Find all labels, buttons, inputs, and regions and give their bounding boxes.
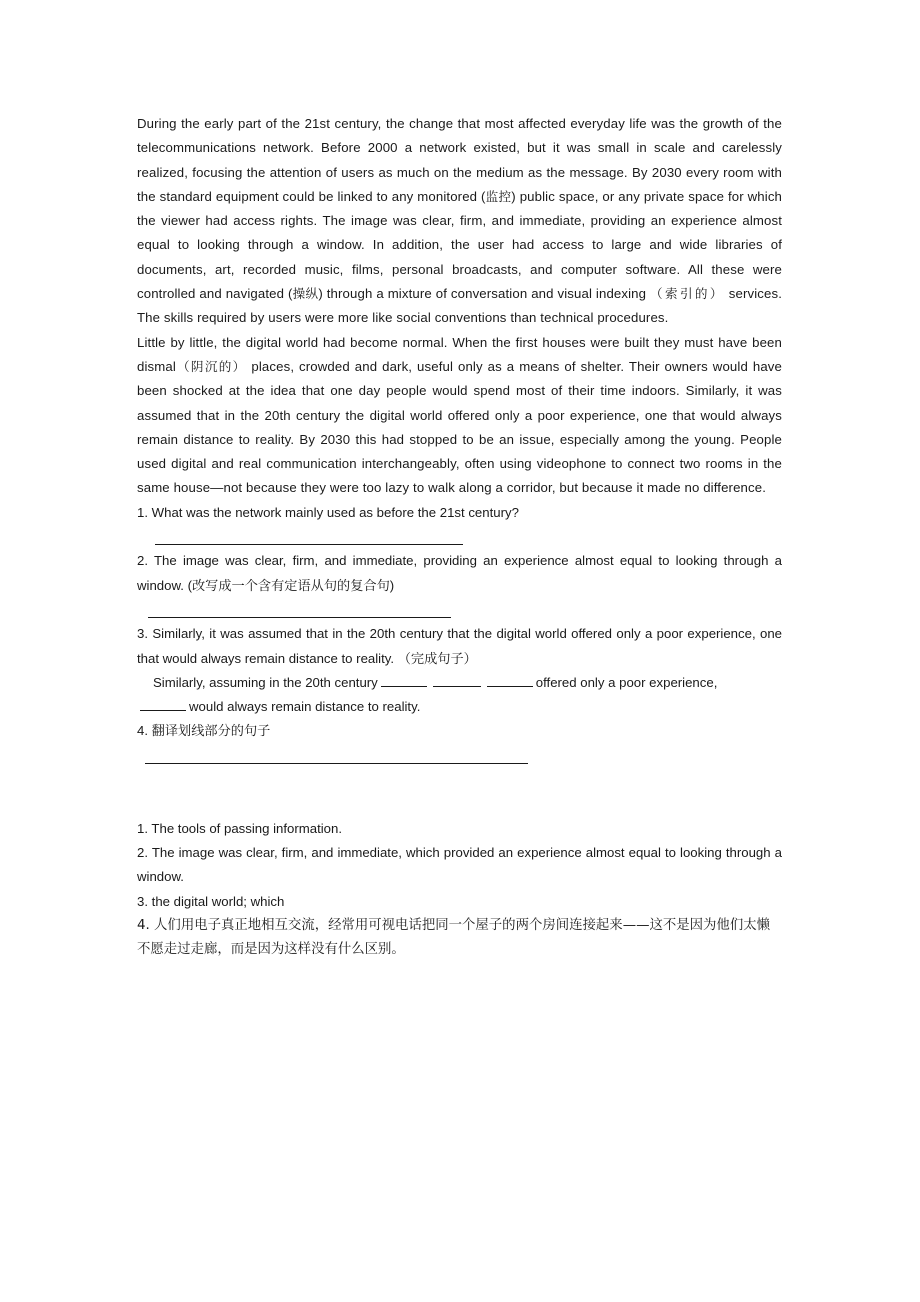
passage-p1-segment-c: ) through a mixture of conversation and visual indexing — [318, 286, 650, 302]
answers-gap-2 — [137, 792, 782, 816]
gloss-suoyinde: （索引的） — [650, 286, 725, 302]
gloss-jiankong: 监控 — [485, 188, 512, 204]
question-2-answer-rule[interactable] — [148, 617, 451, 618]
passage-paragraph-2 — [137, 331, 782, 501]
question-3-text-en: 3. Similarly, it was assumed that in the 20th century that the digital world offered only a poor experience, one that would always remain distance to reality. — [137, 626, 782, 666]
question-3-blank-4[interactable] — [140, 698, 186, 711]
answer-3: 3. the digital world; which — [137, 893, 285, 909]
question-1-answer-rule-row — [137, 525, 782, 549]
answer-2: 2. The image was clear, firm, and immediate, which provided an experience almost equal to looking through a window. — [137, 844, 782, 885]
gloss-caozong: 操纵 — [292, 286, 319, 302]
question-2-text-en: 2. The image was clear, firm, and immediate, providing an experience almost equal to looking through a window. ( — [137, 553, 782, 593]
question-2-instruction-cn: 改写成一个含有定语从句的复合句 — [191, 577, 390, 593]
passage-p1-segment-d: services. The skills required by users were more like social conventions than technical procedures. — [137, 286, 782, 326]
question-3-fill-prefix: Similarly, assuming in the 20th century — [153, 674, 378, 690]
question-2 — [137, 549, 782, 598]
question-2-text-tail: ) — [389, 577, 395, 593]
question-2-answer-rule-row — [137, 598, 782, 622]
passage-p2-segment-b: places, crowded and dark, useful only as a means of shelter. Their owners would have been shocked at the idea that one day people would spend most of their time indoors. Similarly, it was assumed that in the 20th century the digital world offered only a poor experience, one that would always remain distance to reality. By 2030 this had stopped to be an issue, especially among the young. People used digital and real communication interchangeably, often using videophone to connect two rooms in the same house—not because they were too lazy to walk along a corridor, but because it made no difference. — [137, 358, 782, 496]
passage-p1-segment-b: ) public space, or any private space for which the viewer had access rights. The image was clear, firm, and immediate, providing an experience almost equal to looking through a window. In addition, the user had access to large and wide libraries of documents, art, recorded music, films, personal broadcasts, and computer software. All these were controlled and navigated ( — [137, 188, 783, 302]
question-3-fill-middle: offered only a poor experience, — [535, 674, 718, 690]
question-3-instruction-cn: （完成句子） — [397, 650, 477, 666]
question-3-blank-3[interactable] — [487, 674, 533, 687]
passage-p1-segment-a: During the early part of the 21st century, the change that most affected everyday life was the growth of the telecommunications network. Before 2000 a network existed, but it was small in scale and carelessly realized, focusing the attention of users as much on the medium as the message. By 2030 every room with the standard equipment could be linked to any monitored ( — [137, 116, 782, 204]
question-4-instruction-cn: 4. 翻译划线部分的句子 — [137, 723, 271, 739]
question-3-fill-line-2 — [137, 695, 782, 719]
question-3-fill-suffix: would always remain distance to reality. — [189, 699, 421, 715]
answer-4: 4. 人们用电子真正地相互交流，经常用可视电话把同一个屋子的两个房间连接起来——这不是因为他们太懒不愿走过走廊，而是因为这样没有什么区别。 — [137, 917, 770, 958]
question-3-fill-line-1 — [137, 671, 782, 695]
question-4 — [137, 719, 782, 743]
answers-gap-1 — [137, 768, 782, 792]
passage-paragraph-1 — [137, 112, 782, 331]
question-3 — [137, 622, 782, 671]
gloss-yinchende: （阴沉的） — [175, 358, 247, 374]
answer-key — [137, 817, 782, 963]
answer-1: 1. The tools of passing information. — [137, 820, 343, 836]
passage-p2-segment-a: Little by little, the digital world had become normal. When the first houses were built they must have been dismal — [137, 334, 782, 374]
question-3-blank-2[interactable] — [433, 674, 481, 687]
question-1: 1. What was the network mainly used as before the 21st century? — [137, 504, 519, 520]
document-body — [137, 112, 782, 962]
question-4-answer-rule-row — [137, 744, 782, 768]
question-1-answer-rule[interactable] — [155, 544, 463, 545]
question-3-blank-1[interactable] — [381, 674, 427, 687]
question-4-answer-rule[interactable] — [145, 763, 528, 764]
